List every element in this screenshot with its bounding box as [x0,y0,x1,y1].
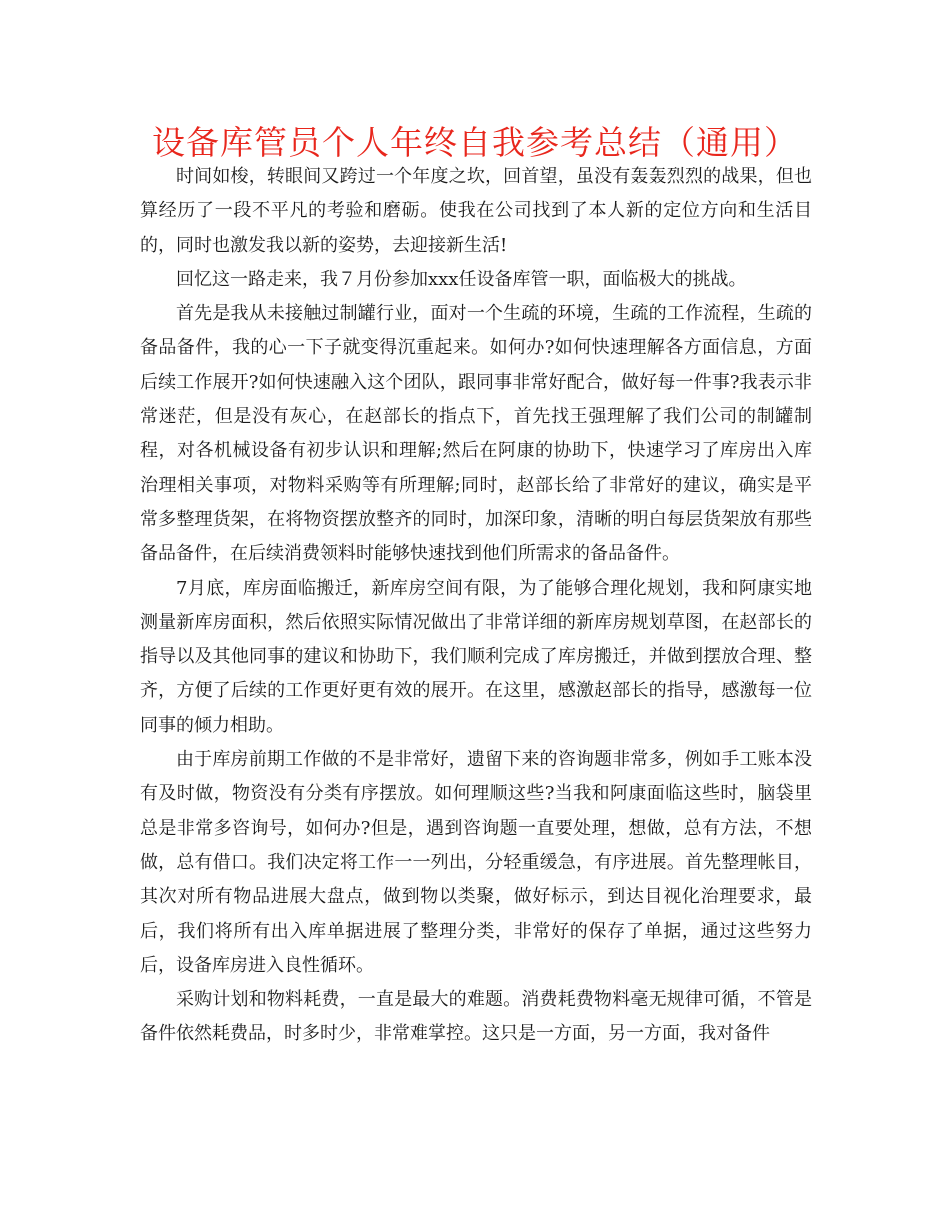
paragraph-relocation: 7月底，库房面临搬迁，新库房空间有限，为了能够合理化规划，我和阿康实地测量新库房面积，然后依照实际情况做出了非常详细的新库房规划草图，在赵部长的指导以及其他同事的建议和协助下，我们顺利完成了库房搬迁，并做到摆放合理、整齐，方便了后续的工作更好更有效的展开。在这里，感激赵部长的指导，感激每一位同事的倾力相助。 [140,577,812,736]
document-title: 设备库管员个人年终自我参考总结（通用） [152,123,798,162]
paragraph-procurement: 采购计划和物料耗费，一直是最大的难题。消费耗费物料毫无规律可循，不管是备件依然耗费品，时多时少，非常难掌控。这只是一方面，另一方面，我对备件 [140,989,812,1045]
paragraph-problems: 由于库房前期工作做的不是非常好，遗留下来的咨询题非常多，例如手工账本没有及时做，物资没有分类有序摆放。如何理顺这些?当我和阿康面临这些时，脑袋里总是非常多咨询号，如何办?但是，遇到咨询题一直要处理，想做，总有方法，不想做，总有借口。我们决定将工作一一列出，分轻重缓急，有序进展。首先整理帐目，其次对所有物品进展大盘点，做到物以类聚，做好标示，到达目视化治理要求，最后，我们将所有出入库单据进展了整理分类，非常好的保存了单据，通过这些努力后，设备库房进入良性循环。 [140,749,812,976]
paragraph-recall: 回忆这一路走来，我７月份参加xxx任设备库管一职，面临极大的挑战。 [176,268,747,290]
paragraph-first: 首先是我从未接触过制罐行业，面对一个生疏的环境，生疏的工作流程，生疏的备品备件，我的心一下子就变得沉重起来。如何办?如何快速理解各方面信息，方面后续工作展开?如何快速融入这个团队，跟同事非常好配合，做好每一件事?我表示非常迷茫，但是没有灰心，在赵部长的指点下，首先找王强理解了我们公司的制罐制程，对各机械设备有初步认识和理解;然后在阿康的协助下，快速学习了库房出入库治理相关事项，对物料采购等有所理解;同时，赵部长给了非常好的建议，确实是平常多整理货架，在将物资摆放整齐的同时，加深印象，清晰的明白每层货架放有那些备品备件，在后续消费领料时能够快速找到他们所需求的备品备件。 [140,303,812,565]
document-body [140,160,812,1052]
paragraph-intro: 时间如梭，转眼间又跨过一个年度之坎，回首望，虽没有轰轰烈烈的战果，但也算经历了一段不平凡的考验和磨砺。使我在公司找到了本人新的定位方向和生活目的，同时也激发我以新的姿势，去迎接新生活! [140,166,812,256]
